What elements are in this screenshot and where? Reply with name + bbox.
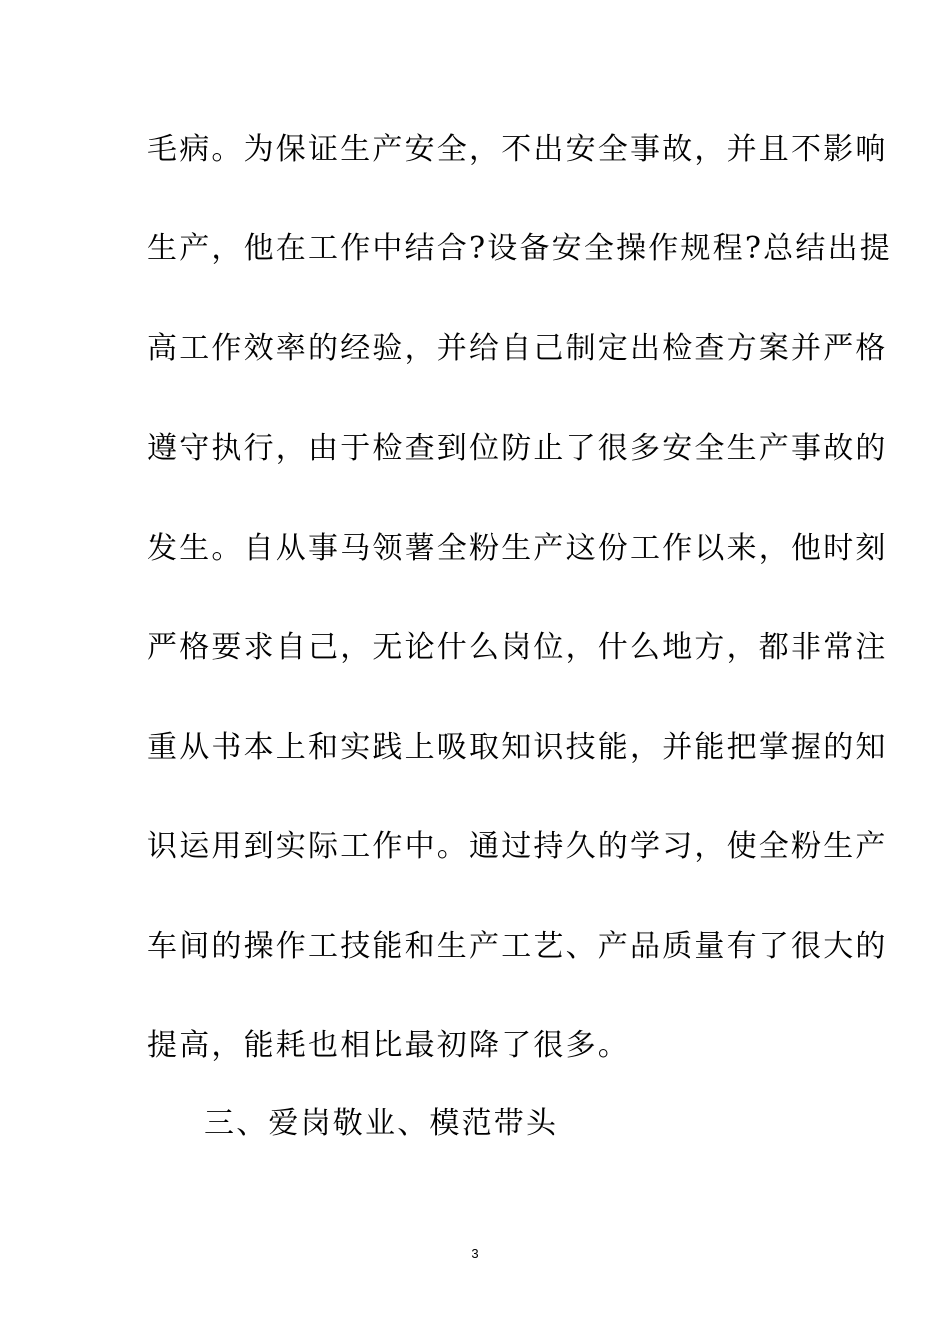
paragraph-line: 毛病。为保证生产安全，不出安全事故，并且不影响	[147, 132, 888, 167]
paragraph-line: 严格要求自己，无论什么岗位，什么地方，都非常注	[147, 630, 888, 665]
paragraph-line: 识运用到实际工作中。通过持久的学习，使全粉生产	[147, 829, 888, 864]
page-number: 3	[471, 1246, 479, 1261]
paragraph-line: 重从书本上和实践上吸取知识技能，并能把掌握的知	[147, 730, 888, 765]
paragraph-line: 生产，他在工作中结合?设备安全操作规程?总结出提	[147, 231, 892, 266]
paragraph-line: 车间的操作工技能和生产工艺、产品质量有了很大的	[147, 929, 888, 964]
section-heading: 三、爱岗敬业、模范带头	[204, 1106, 559, 1141]
paragraph-line: 遵守执行，由于检查到位防止了很多安全生产事故的	[147, 431, 888, 466]
paragraph-line: 提高，能耗也相比最初降了很多。	[147, 1028, 630, 1063]
paragraph-line: 发生。自从事马领薯全粉生产这份工作以来，他时刻	[147, 531, 888, 566]
paragraph-line: 高工作效率的经验，并给自己制定出检查方案并严格	[147, 331, 888, 366]
